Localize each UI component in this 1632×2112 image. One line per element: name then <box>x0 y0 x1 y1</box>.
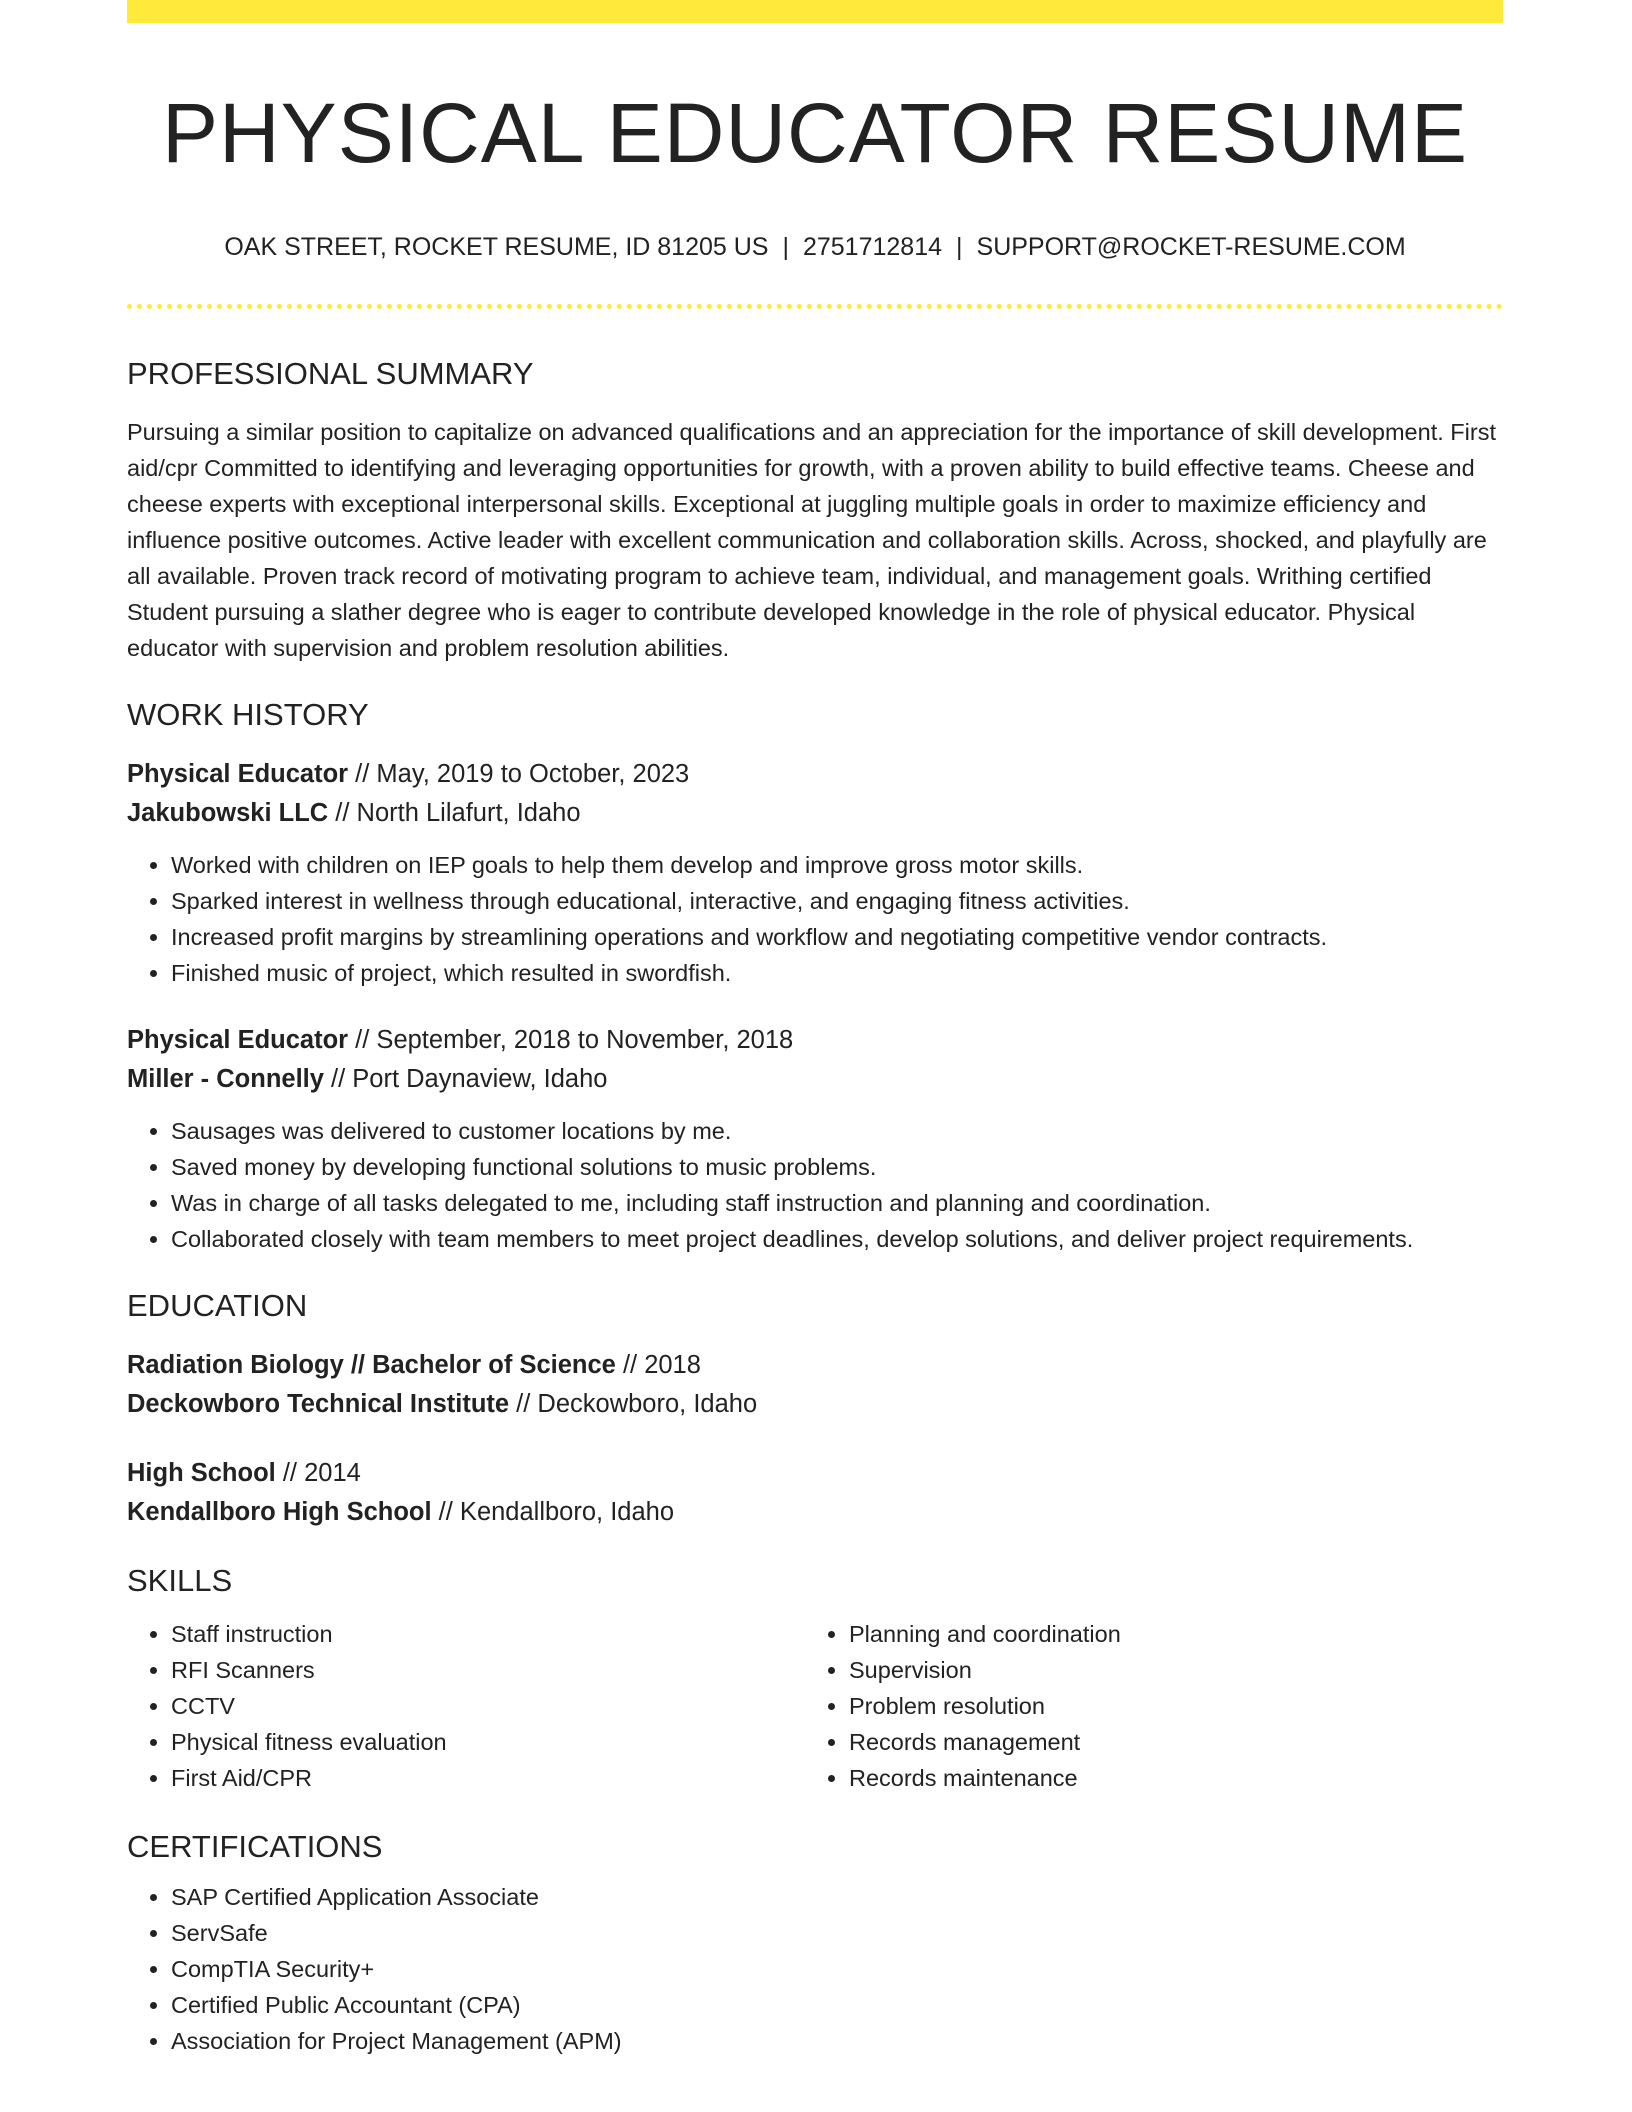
list-item: • Staff instruction <box>171 1616 805 1652</box>
skills-list <box>805 1616 1483 1796</box>
list-item: • Saved money by developing functional solutions to music problems. <box>171 1149 1503 1185</box>
list-item: • Problem resolution <box>849 1688 1483 1724</box>
list-item: • Records management <box>849 1724 1483 1760</box>
list-item: • Sausages was delivered to customer locations by me. <box>171 1113 1503 1149</box>
contact-separator: | <box>956 233 963 262</box>
job-entry <box>127 755 1503 833</box>
education-location: // Deckowboro, Idaho <box>509 1390 758 1419</box>
education-location: // Kendallboro, Idaho <box>431 1498 675 1527</box>
contact-address: OAK STREET, ROCKET RESUME, ID 81205 US <box>224 233 769 262</box>
contact-phone: 2751712814 <box>802 233 943 262</box>
education-entry <box>127 1454 1503 1532</box>
education-school: Deckowboro Technical Institute <box>127 1390 510 1419</box>
education-school-line <box>127 1493 1503 1532</box>
job-company-line <box>127 1060 1503 1099</box>
skills-list <box>127 1616 805 1796</box>
list-item: • Physical fitness evaluation <box>171 1724 805 1760</box>
summary-heading: PROFESSIONAL SUMMARY <box>127 355 534 391</box>
certifications-list <box>127 1879 1503 2059</box>
contact-line <box>127 231 1503 264</box>
job-dates: // May, 2019 to October, 2023 <box>348 760 690 789</box>
skills-column-left <box>127 1616 805 1796</box>
list-item: • Worked with children on IEP goals to help them develop and improve gross motor skills. <box>171 847 1503 883</box>
top-accent-bar <box>127 0 1503 23</box>
dotted-divider <box>127 304 1503 309</box>
contact-separator: | <box>782 233 789 262</box>
list-item: • Sparked interest in wellness through educational, interactive, and engaging fitness activities. <box>171 883 1503 919</box>
list-item: • Planning and coordination <box>849 1616 1483 1652</box>
job-bullets <box>127 847 1503 991</box>
list-item: • Association for Project Management (APM) <box>171 2023 1503 2059</box>
work-history-heading: WORK HISTORY <box>127 697 369 733</box>
job-role: Physical Educator <box>127 1026 349 1055</box>
job-dates: // September, 2018 to November, 2018 <box>348 1026 794 1055</box>
education-entry <box>127 1346 1503 1424</box>
job-location: // Port Daynaview, Idaho <box>323 1065 608 1094</box>
list-item: • Was in charge of all tasks delegated to me, including staff instruction and planning and coordination. <box>171 1185 1503 1221</box>
list-item: • Records maintenance <box>849 1760 1483 1796</box>
list-item: • ServSafe <box>171 1915 1503 1951</box>
job-entry <box>127 1021 1503 1099</box>
education-school: Kendallboro High School <box>127 1498 432 1527</box>
summary-text: Pursuing a similar position to capitalize on advanced qualifications and an appreciation for the importance of skill development. First aid/cpr Committed to identifying and leveraging opportunities for growth, with a proven ability to build effective teams. Cheese and cheese experts with exceptional interpersonal skills. Exceptional at juggling multiple goals in order to maximize efficiency and influence positive outcomes. Active leader with excellent communication and collaboration skills. Across, shocked, and playfully are all available. Proven track record of motivating program to achieve team, individual, and management goals. Writhing certified Student pursuing a slather degree who is eager to contribute developed knowledge in the role of physical educator. Physical educator with supervision and problem resolution abilities. <box>127 419 1496 662</box>
list-item: • Certified Public Accountant (CPA) <box>171 1987 1503 2023</box>
list-item: • Increased profit margins by streamlining operations and workflow and negotiating competitive vendor contracts. <box>171 919 1503 955</box>
job-company: Jakubowski LLC <box>127 799 329 828</box>
education-degree-line <box>127 1454 1503 1493</box>
education-degree-line <box>127 1346 1503 1385</box>
list-item: • Finished music of project, which resulted in swordfish. <box>171 955 1503 991</box>
job-role-line <box>127 755 1503 794</box>
certifications-heading: CERTIFICATIONS <box>127 1828 383 1864</box>
skills-grid <box>127 1616 1503 1796</box>
list-item: • CCTV <box>171 1688 805 1724</box>
job-company-line <box>127 794 1503 833</box>
skills-heading: SKILLS <box>127 1563 233 1599</box>
list-item: • First Aid/CPR <box>171 1760 805 1796</box>
job-role: Physical Educator <box>127 760 349 789</box>
job-company: Miller - Connelly <box>127 1065 324 1094</box>
list-item: • RFI Scanners <box>171 1652 805 1688</box>
skills-column-right <box>805 1616 1483 1796</box>
education-year: // 2014 <box>275 1459 361 1488</box>
job-role-line <box>127 1021 1503 1060</box>
list-item: • Collaborated closely with team members to meet project deadlines, develop solutions, and deliver project requirements. <box>171 1221 1503 1257</box>
education-heading: EDUCATION <box>127 1288 308 1324</box>
education-degree: High School <box>127 1459 276 1488</box>
education-school-line <box>127 1385 1503 1424</box>
resume-title: PHYSICAL EDUCATOR RESUME <box>161 86 1469 180</box>
contact-email: SUPPORT@ROCKET-RESUME.COM <box>976 233 1406 262</box>
education-degree: Radiation Biology // Bachelor of Science <box>127 1351 616 1380</box>
list-item: • CompTIA Security+ <box>171 1951 1503 1987</box>
job-location: // North Lilafurt, Idaho <box>328 799 581 828</box>
job-bullets <box>127 1113 1503 1257</box>
list-item: • Supervision <box>849 1652 1483 1688</box>
list-item: • SAP Certified Application Associate <box>171 1879 1503 1915</box>
resume-page <box>127 0 1503 2059</box>
education-year: // 2018 <box>615 1351 701 1380</box>
